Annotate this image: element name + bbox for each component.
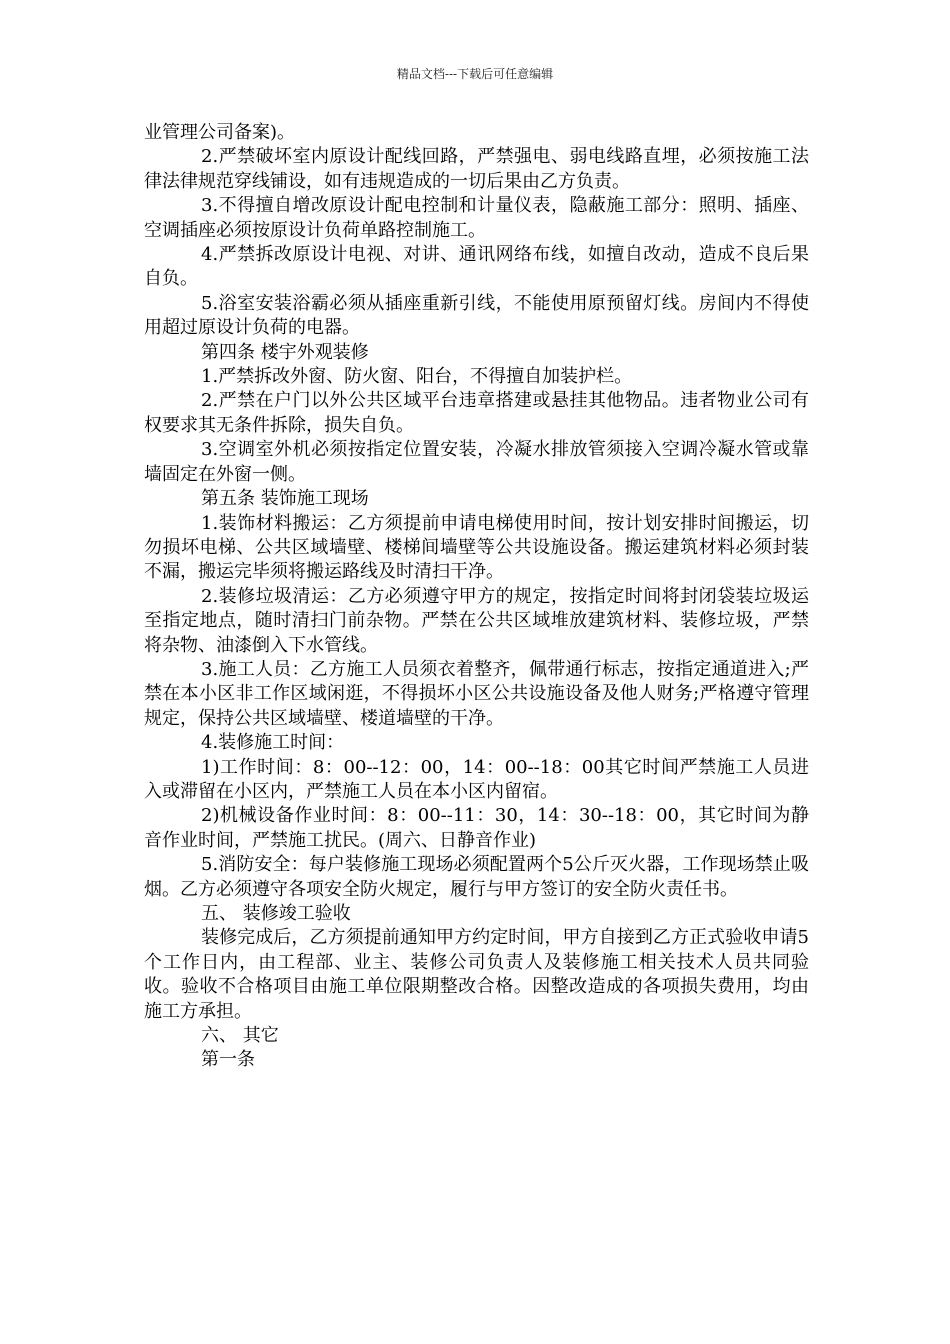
paragraph: 1)工作时间：8：00--12：00，14：00--18：00其它时间严禁施工人员进入或滞留在小区内，严禁施工人员在本小区内留宿。 <box>144 756 809 802</box>
section-heading: 第五条 装饰施工现场 <box>201 488 369 510</box>
page-header: 精品文档---下载后可任意编辑 <box>396 67 554 81</box>
paragraph: 第一条 <box>201 1049 255 1071</box>
paragraph: 1.装饰材料搬运：乙方须提前申请电梯使用时间，按计划安排时间搬运，切勿损坏电梯、公共区域墙壁、楼梯间墙壁等公共设施设备。搬运建筑材料必须封装不漏，搬运完毕须将搬运路线及时清扫干净。 <box>144 512 809 583</box>
section-heading: 五、 装修竣工验收 <box>201 903 351 924</box>
section-heading: 第四条 楼宇外观装修 <box>201 341 369 363</box>
section-heading: 六、 其它 <box>201 1025 279 1047</box>
paragraph: 5.浴室安装浴霸必须从插座重新引线，不能使用原预留灯线。房间内不得使用超过原设计负荷的电器。 <box>144 292 809 339</box>
paragraph: 4.装修施工时间： <box>201 732 345 754</box>
paragraph: 业管理公司备案)。 <box>144 122 296 143</box>
paragraph: 装修完成后，乙方须提前通知甲方约定时间，甲方自接到乙方正式验收申请5个工作日内，由工程部、业主、装修公司负责人及装修施工相关技术人员共同验收。验收不合格项目由施工单位限期整改合格。因整改造成的各项损失费用，均由施工方承担。 <box>144 927 809 1022</box>
document-body <box>144 121 809 1073</box>
paragraph: 3.空调室外机必须按指定位置安装，冷凝水排放管须接入空调冷凝水管或靠墙固定在外窗一侧。 <box>144 439 809 485</box>
paragraph: 2)机械设备作业时间：8：00--11：30，14：30--18：00，其它时间为静音作业时间，严禁施工扰民。(周六、日静音作业) <box>144 805 809 851</box>
paragraph: 2.严禁破坏室内原设计配线回路，严禁强电、弱电线路直埋，必须按施工法律法律规范穿线铺设，如有违规造成的一切后果由乙方负责。 <box>144 146 809 192</box>
paragraph: 4.严禁拆改原设计电视、对讲、通讯网络布线，如擅自改动，造成不良后果自负。 <box>144 244 809 290</box>
paragraph: 2.严禁在户门以外公共区域平台违章搭建或悬挂其他物品。违者物业公司有权要求其无条件拆除，损失自负。 <box>144 390 809 436</box>
paragraph: 2.装修垃圾清运：乙方必须遵守甲方的规定，按指定时间将封闭袋装垃圾运至指定地点，随时清扫门前杂物。严禁在公共区域堆放建筑材料、装修垃圾，严禁将杂物、油漆倒入下水管线。 <box>144 585 809 656</box>
paragraph: 3.不得擅自增改原设计配电控制和计量仪表，隐蔽施工部分：照明、插座、空调插座必须按原设计负荷单路控制施工。 <box>144 195 809 241</box>
paragraph: 5.消防安全：每户装修施工现场必须配置两个5公斤灭火器，工作现场禁止吸烟。乙方必须遵守各项安全防火规定，履行与甲方签订的安全防火责任书。 <box>144 854 809 900</box>
paragraph: 1.严禁拆改外窗、防火窗、阳台，不得擅自加装护栏。 <box>201 366 633 388</box>
paragraph: 3.施工人员：乙方施工人员须衣着整齐，佩带通行标志，按指定通道进入;严禁在本小区非工作区域闲逛，不得损坏小区公共设施设备及他人财务;严格遵守管理规定，保持公共区域墙壁、楼道墙壁的干净。 <box>144 658 809 729</box>
